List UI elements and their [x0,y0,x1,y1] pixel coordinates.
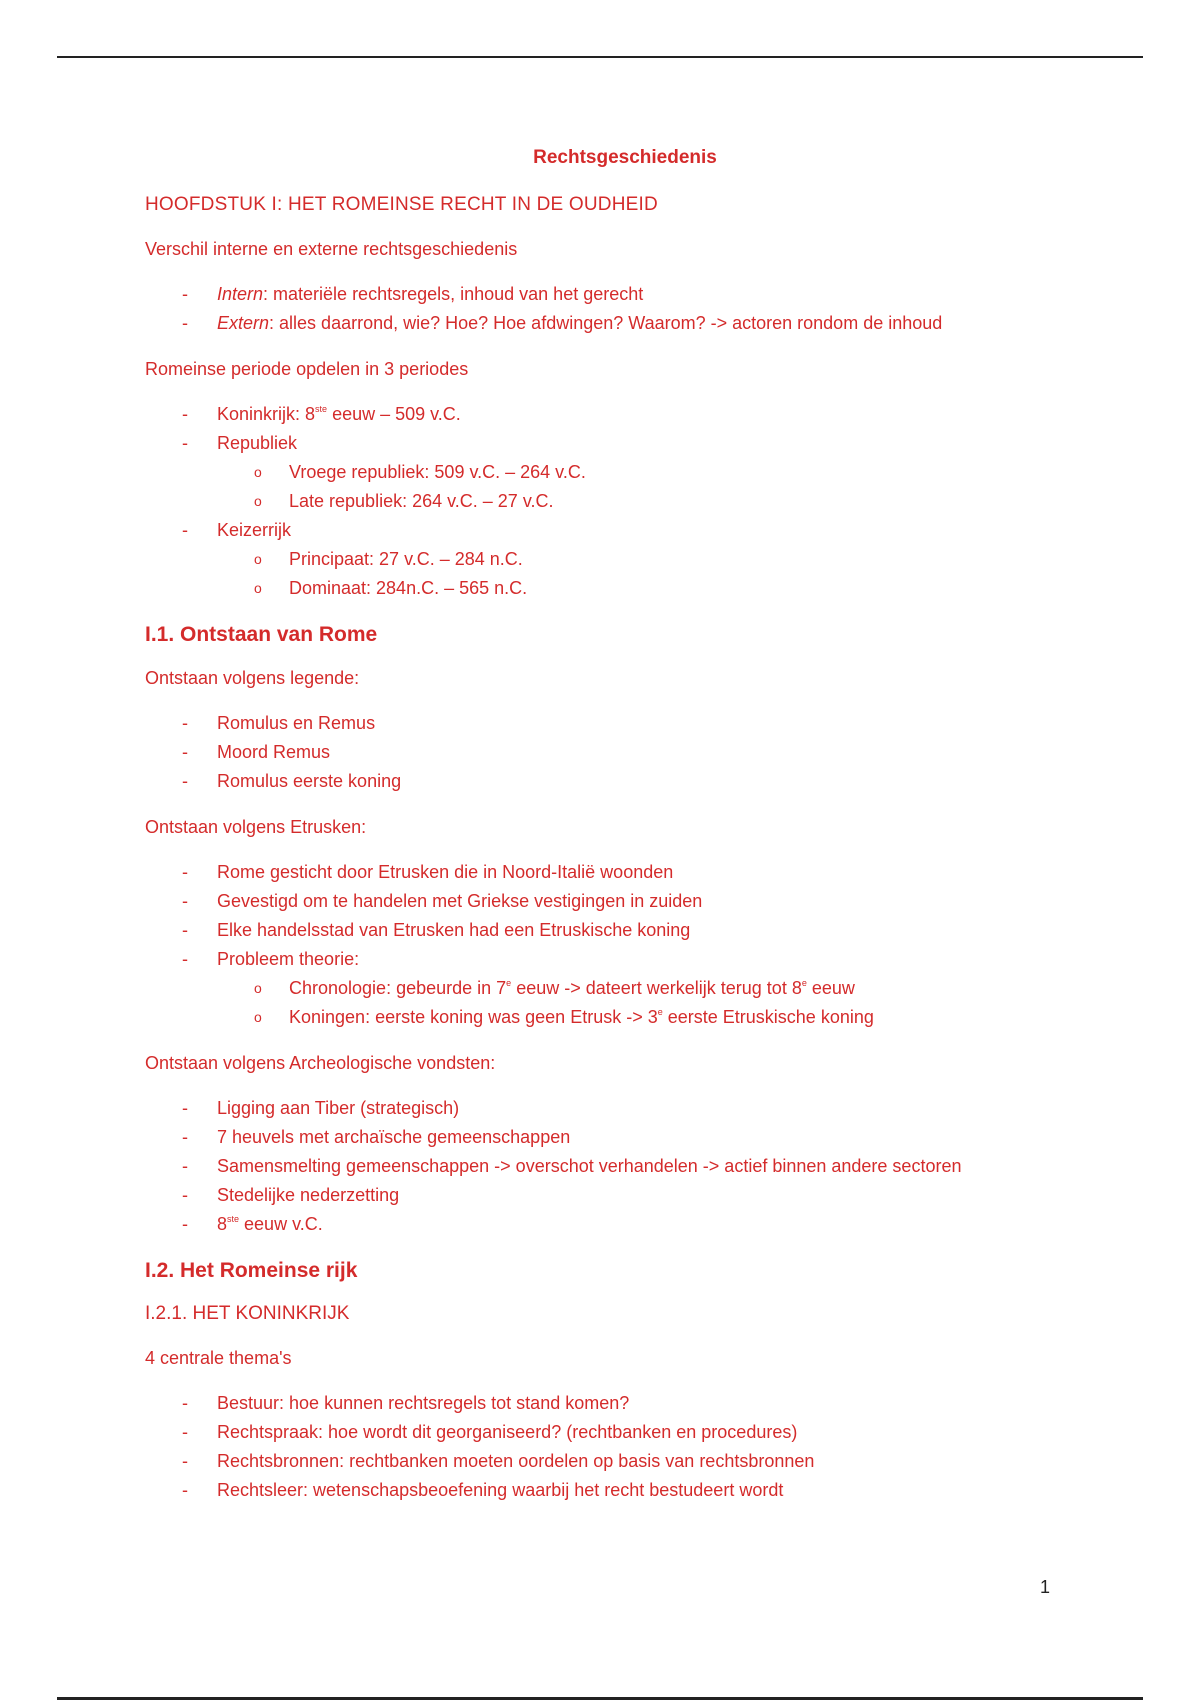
dash-bullet: - [182,520,188,540]
sublist-keizerrijk [217,545,1105,603]
page-number: 1 [1040,1577,1051,1597]
dash-bullet: - [182,1098,188,1118]
subsection-heading-koninkrijk: I.2.1. HET KONINKRIJK [145,1303,350,1324]
list-item: - Bestuur: hoe kunnen rechtsregels tot stand komen? [145,1389,1105,1418]
document-title: Rechtsgeschiedenis [533,147,717,168]
dash-bullet: - [182,862,188,882]
list-item: - Rechtspraak: hoe wordt dit georganiseerd? (rechtbanken en procedures) [145,1418,1105,1447]
list-item: - Rechtsbronnen: rechtbanken moeten oordelen op basis van rechtsbronnen [145,1447,1105,1476]
list-item: - Rechtsleer: wetenschapsbeoefening waarbij het recht bestudeert wordt [145,1476,1105,1505]
circle-bullet: o [254,580,262,596]
paragraph-verschil: Verschil interne en externe rechtsgeschiedenis [145,239,518,259]
list-periodes [145,400,1105,603]
list-archeologie [145,1094,1105,1239]
list-item: - Keizerrijk o Principaat: 27 v.C. – 284 n.C. o Dominaat: 284n.C. – 565 n.C. [145,516,1105,603]
list-themas [145,1389,1105,1505]
list-item: - Elke handelsstad van Etrusken had een Etruskische koning [145,916,1105,945]
sublist-item: o Dominaat: 284n.C. – 565 n.C. [217,574,1105,603]
dash-bullet: - [182,891,188,911]
list-item: - Intern: materiële rechtsregels, inhoud van het gerecht [145,280,1105,309]
sublist-item: o Principaat: 27 v.C. – 284 n.C. [217,545,1105,574]
circle-bullet: o [254,1009,262,1025]
section-heading-romeinse-rijk: I.2. Het Romeinse rijk [145,1259,358,1282]
dash-bullet: - [182,1185,188,1205]
list-item: - Extern: alles daarrond, wie? Hoe? Hoe afdwingen? Waarom? -> actoren rondom de inhoud [145,309,1105,338]
paragraph-etrusken: Ontstaan volgens Etrusken: [145,817,367,837]
sublist-item: o Vroege republiek: 509 v.C. – 264 v.C. [217,458,1105,487]
list-item: - Samensmelting gemeenschappen -> overschot verhandelen -> actief binnen andere sectoren [145,1152,1105,1181]
sublist-item: o Koningen: eerste koning was geen Etrusk -> $3^e$ eerste Etruskische koning [217,1003,1105,1032]
list-item: - Moord Remus [145,738,1105,767]
dash-bullet: - [182,771,188,791]
dash-bullet: - [182,713,188,733]
list-item: - Gevestigd om te handelen met Griekse vestigingen in zuiden [145,887,1105,916]
sublist-probleem [217,974,1105,1032]
header-rule [57,56,1143,58]
list-etrusken [145,858,1105,1032]
sublist-item: o Late republiek: 264 v.C. – 27 v.C. [217,487,1105,516]
list-item: - Republiek o Vroege republiek: 509 v.C. – 264 v.C. o Late republiek: 264 v.C. – 27 v.C. [145,429,1105,516]
dash-bullet: - [182,1214,188,1234]
dash-bullet: - [182,949,188,969]
dash-bullet: - [182,404,188,424]
dash-bullet: - [182,920,188,940]
list-item: - Romulus eerste koning [145,767,1105,796]
list-item: - Koninkrijk: 8ste eeuw – 509 v.C. [145,400,1105,429]
paragraph-themas: 4 centrale thema's [145,1348,292,1368]
dash-bullet: - [182,1422,188,1442]
paragraph-periodes: Romeinse periode opdelen in 3 periodes [145,359,469,379]
dash-bullet: - [182,1480,188,1500]
list-item: - Stedelijke nederzetting [145,1181,1105,1210]
paragraph-archeologie: Ontstaan volgens Archeologische vondsten: [145,1053,496,1073]
dash-bullet: - [182,1393,188,1413]
dash-bullet: - [182,433,188,453]
circle-bullet: o [254,551,262,567]
dash-bullet: - [182,1156,188,1176]
list-item: - 7 heuvels met archaïsche gemeenschappen [145,1123,1105,1152]
chapter-heading: HOOFDSTUK I: HET ROMEINSE RECHT IN DE OUDHEID [145,194,658,215]
paragraph-legende: Ontstaan volgens legende: [145,668,360,688]
list-intern-extern [145,280,1105,338]
circle-bullet: o [254,493,262,509]
dash-bullet: - [182,284,188,304]
list-item: - Ligging aan Tiber (strategisch) [145,1094,1105,1123]
dash-bullet: - [182,313,188,333]
sublist-republiek [217,458,1105,516]
dash-bullet: - [182,742,188,762]
list-item: - Rome gesticht door Etrusken die in Noord-Italië woonden [145,858,1105,887]
list-item: - Probleem theorie: o Chronologie: gebeurde in 7e eeuw -> dateert werkelijk terug tot 8e eeuw o Koningen: eerste koning was geen Etrusk -> $3^e$ eerste Etruskische koning [145,945,1105,1032]
circle-bullet: o [254,464,262,480]
sublist-item: o Chronologie: gebeurde in 7e eeuw -> dateert werkelijk terug tot 8e eeuw [217,974,1105,1003]
document-page [145,145,1105,1523]
circle-bullet: o [254,980,262,996]
dash-bullet: - [182,1451,188,1471]
dash-bullet: - [182,1127,188,1147]
section-heading-ontstaan: I.1. Ontstaan van Rome [145,623,378,646]
list-item: - 8ste eeuw v.C. [145,1210,1105,1239]
list-legende [145,709,1105,796]
list-item: - Romulus en Remus [145,709,1105,738]
